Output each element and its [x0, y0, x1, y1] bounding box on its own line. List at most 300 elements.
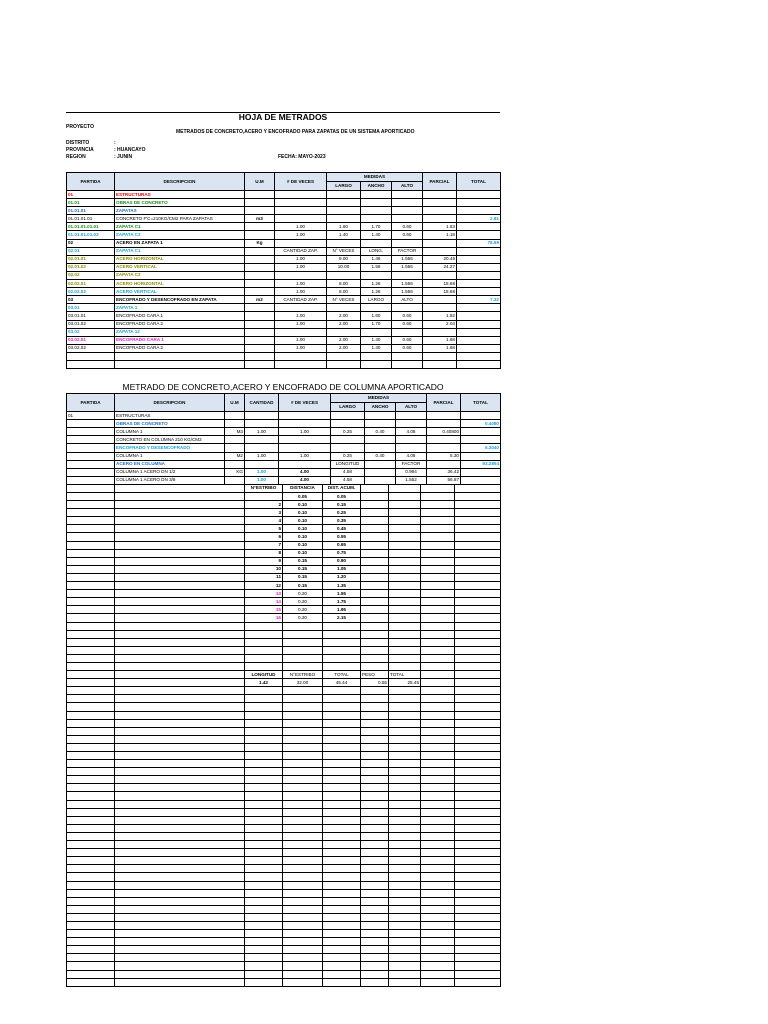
- veces-cell: 1.00: [275, 223, 327, 231]
- empty-cell: [115, 695, 245, 703]
- partida-cell: 02.02: [67, 271, 115, 279]
- empty-cell: [283, 662, 323, 670]
- veces-cell: 1.00: [275, 288, 327, 296]
- descripcion-cell: COLUMNA 1: [115, 428, 225, 436]
- empty-cell: [115, 905, 245, 913]
- empty-cell: [283, 881, 323, 889]
- empty-cell: [455, 921, 501, 929]
- alto-cell: FACTOR: [396, 460, 427, 468]
- empty-cell: [455, 719, 501, 727]
- dist-acum-cell: 2.15: [323, 614, 361, 622]
- parcial-cell: 1.18: [423, 231, 457, 239]
- empty-cell: [283, 832, 323, 840]
- empty-cell: [115, 808, 245, 816]
- empty-cell: [389, 752, 421, 760]
- empty-cell: [67, 946, 115, 954]
- um-cell: [245, 344, 275, 352]
- estribo-row: [67, 590, 501, 598]
- empty-cell: [67, 360, 115, 368]
- cantidad-cell: 1.00: [245, 468, 279, 476]
- empty-cell: [455, 873, 501, 881]
- veces-cell: [275, 215, 327, 223]
- empty-cell: [389, 606, 421, 614]
- parcial-cell: [427, 420, 461, 428]
- partida-cell: 01: [67, 412, 115, 420]
- parcial-cell: 5.30: [427, 452, 461, 460]
- empty-row: [67, 808, 501, 816]
- ancho-cell: 1.70: [361, 223, 392, 231]
- empty-cell: [421, 565, 455, 573]
- partida-cell: 02: [67, 239, 115, 247]
- estribo-row: [67, 614, 501, 622]
- empty-cell: [67, 792, 115, 800]
- estribo-row: [67, 557, 501, 565]
- empty-cell: [283, 824, 323, 832]
- empty-cell: [361, 509, 389, 517]
- empty-cell: [389, 654, 421, 662]
- table-row: [67, 336, 501, 344]
- largo-cell: 8.00: [327, 288, 361, 296]
- sheet: [66, 112, 500, 987]
- empty-cell: [389, 905, 421, 913]
- col2-largo: LARGO: [331, 403, 365, 412]
- empty-cell: [245, 768, 283, 776]
- empty-cell: [283, 946, 323, 954]
- partida-cell: 02.02.01: [67, 280, 115, 288]
- empty-cell: [323, 662, 361, 670]
- largo-cell: [331, 436, 365, 444]
- empty-cell: [421, 776, 455, 784]
- empty-cell: [323, 752, 361, 760]
- empty-cell: [115, 873, 245, 881]
- empty-cell: [323, 760, 361, 768]
- empty-cell: [361, 792, 389, 800]
- empty-cell: [455, 630, 501, 638]
- empty-cell: [455, 654, 501, 662]
- ancho-cell: 1.40: [361, 231, 392, 239]
- empty-cell: [361, 905, 389, 913]
- estribo-row: [67, 598, 501, 606]
- empty-cell: [245, 841, 283, 849]
- table-row: [67, 296, 501, 304]
- table-row: [67, 247, 501, 255]
- partida-cell: [67, 428, 115, 436]
- col-longitud: LONGITUD: [245, 671, 283, 679]
- descripcion-cell: ENCOFRADO Y DESENCOFRADO EN ZAPATA: [115, 296, 245, 304]
- empty-cell: [361, 808, 389, 816]
- empty-cell: [361, 493, 389, 501]
- table-row: [67, 191, 501, 199]
- empty-cell: [67, 630, 115, 638]
- dist-acum-cell: 0.05: [323, 493, 361, 501]
- empty-cell: [245, 703, 283, 711]
- empty-cell: [323, 743, 361, 751]
- empty-cell: [455, 727, 501, 735]
- empty-cell: [115, 614, 245, 622]
- empty-cell: [323, 776, 361, 784]
- empty-cell: [389, 784, 421, 792]
- parcial-cell: 24.27: [423, 263, 457, 271]
- empty-cell: [323, 816, 361, 824]
- empty-cell: [389, 646, 421, 654]
- empty-cell: [389, 954, 421, 962]
- um-cell: [245, 328, 275, 336]
- empty-cell: [421, 946, 455, 954]
- table-row: [67, 288, 501, 296]
- largo-cell: 4.58: [331, 476, 365, 484]
- empty-cell: [245, 360, 275, 368]
- descripcion-cell: ZAPATA C2: [115, 231, 245, 239]
- table-row: [67, 231, 501, 239]
- distancia-cell: 0.05: [283, 493, 323, 501]
- empty-cell: [245, 938, 283, 946]
- table-row: [67, 420, 501, 428]
- empty-cell: [361, 541, 389, 549]
- estribo-number-cell: 9: [245, 557, 283, 565]
- empty-cell: [115, 768, 245, 776]
- veces-cell: [275, 199, 327, 207]
- empty-cell: [115, 743, 245, 751]
- empty-cell: [115, 792, 245, 800]
- partida-cell: 03.02: [67, 328, 115, 336]
- empty-cell: [283, 792, 323, 800]
- empty-cell: [361, 622, 389, 630]
- empty-cell: [389, 857, 421, 865]
- parcial-cell: 56.87: [427, 476, 461, 484]
- veces-cell: 1.00: [279, 452, 331, 460]
- empty-cell: [115, 930, 245, 938]
- um-cell: [245, 247, 275, 255]
- empty-cell: [283, 654, 323, 662]
- table-row: [67, 207, 501, 215]
- table-row: [67, 280, 501, 288]
- alto-cell: 0.60: [392, 344, 423, 352]
- partida-cell: 03: [67, 296, 115, 304]
- empty-cell: [389, 622, 421, 630]
- empty-cell: [283, 889, 323, 897]
- parcial-cell: 20.45: [423, 255, 457, 263]
- empty-row: [67, 832, 501, 840]
- empty-cell: [67, 808, 115, 816]
- empty-cell: [389, 533, 421, 541]
- veces-cell: [279, 436, 331, 444]
- distancia-cell: 0.15: [283, 582, 323, 590]
- parcial-cell: 1.63: [423, 223, 457, 231]
- empty-row: [67, 784, 501, 792]
- empty-cell: [115, 921, 245, 929]
- empty-cell: [457, 360, 501, 368]
- empty-cell: [115, 719, 245, 727]
- table-row: [67, 436, 501, 444]
- dist-acum-cell: 1.75: [323, 598, 361, 606]
- estribo-number-cell: 15: [245, 606, 283, 614]
- empty-cell: [67, 590, 115, 598]
- empty-row: [67, 881, 501, 889]
- empty-cell: [421, 816, 455, 824]
- total-cell: [461, 476, 501, 484]
- empty-cell: [283, 954, 323, 962]
- table-row: [67, 452, 501, 460]
- empty-cell: [389, 711, 421, 719]
- empty-cell: [457, 352, 501, 360]
- empty-cell: [361, 638, 389, 646]
- empty-cell: [389, 695, 421, 703]
- partida-cell: 02.02.02: [67, 288, 115, 296]
- empty-cell: [389, 873, 421, 881]
- estribo-number-cell: 7: [245, 541, 283, 549]
- um-cell: [245, 312, 275, 320]
- empty-cell: [245, 760, 283, 768]
- parcial-cell: [423, 191, 457, 199]
- descripcion-cell: ZAPATA 12: [115, 328, 245, 336]
- col-largo: LARGO: [327, 182, 361, 191]
- empty-cell: [327, 352, 361, 360]
- empty-cell: [421, 743, 455, 751]
- empty-row: [67, 662, 501, 670]
- empty-cell: [389, 768, 421, 776]
- empty-cell: [115, 360, 245, 368]
- empty-cell: [455, 784, 501, 792]
- table-row: [67, 328, 501, 336]
- empty-cell: [421, 735, 455, 743]
- empty-cell: [421, 573, 455, 581]
- partida-cell: [67, 460, 115, 468]
- empty-row: [67, 735, 501, 743]
- empty-cell: [421, 622, 455, 630]
- total-cell: [461, 452, 501, 460]
- empty-cell: [455, 614, 501, 622]
- empty-cell: [115, 565, 245, 573]
- empty-cell: [455, 517, 501, 525]
- empty-cell: [115, 541, 245, 549]
- empty-cell: [389, 865, 421, 873]
- alto-cell: 0.60: [392, 320, 423, 328]
- empty-cell: [455, 808, 501, 816]
- empty-row: [67, 930, 501, 938]
- peso-value: 0.56: [361, 679, 389, 687]
- total-cell: [457, 288, 501, 296]
- cantidad-cell: [245, 460, 279, 468]
- empty-cell: [323, 865, 361, 873]
- col2-alto: ALTO: [396, 403, 427, 412]
- table-row: [67, 320, 501, 328]
- empty-cell: [245, 662, 283, 670]
- alto-cell: [392, 271, 423, 279]
- total-cell: 93.2854: [461, 460, 501, 468]
- empty-row: [67, 695, 501, 703]
- empty-row: [67, 841, 501, 849]
- col-descripcion: DESCRIPCION: [115, 173, 245, 191]
- distrito-value: :: [114, 140, 116, 146]
- distancia-cell: 0.10: [283, 509, 323, 517]
- empty-cell: [245, 630, 283, 638]
- empty-cell: [323, 638, 361, 646]
- empty-cell: [389, 517, 421, 525]
- estribo-row: [67, 509, 501, 517]
- empty-cell: [115, 662, 245, 670]
- empty-cell: [115, 622, 245, 630]
- col-n-estribo-total: N°ESTRIBO: [283, 671, 323, 679]
- descripcion-cell: ACERO EN ZAPATA 1: [115, 239, 245, 247]
- empty-cell: [67, 857, 115, 865]
- um-cell: [245, 304, 275, 312]
- parcial-cell: [423, 328, 457, 336]
- empty-row: [67, 905, 501, 913]
- col2-um: U.M: [225, 394, 245, 412]
- empty-cell: [421, 541, 455, 549]
- empty-cell: [323, 946, 361, 954]
- total-cell: [457, 207, 501, 215]
- empty-cell: [392, 360, 423, 368]
- partida-cell: [67, 436, 115, 444]
- parcial-cell: [423, 199, 457, 207]
- empty-cell: [361, 889, 389, 897]
- empty-cell: [361, 881, 389, 889]
- empty-cell: [115, 687, 245, 695]
- empty-cell: [67, 752, 115, 760]
- alto-cell: 1.552: [396, 476, 427, 484]
- distancia-cell: 0.10: [283, 549, 323, 557]
- empty-cell: [67, 541, 115, 549]
- um-cell: Kg: [245, 239, 275, 247]
- empty-cell: [361, 352, 392, 360]
- partida-cell: 03.01: [67, 304, 115, 312]
- empty-cell: [323, 703, 361, 711]
- empty-cell: [421, 687, 455, 695]
- largo-cell: [327, 199, 361, 207]
- empty-cell: [67, 727, 115, 735]
- empty-cell: [421, 638, 455, 646]
- empty-cell: [361, 695, 389, 703]
- empty-cell: [389, 808, 421, 816]
- ancho-cell: [361, 304, 392, 312]
- empty-cell: [67, 485, 115, 493]
- ancho-cell: LONG.: [361, 247, 392, 255]
- col-partida: PARTIDA: [67, 173, 115, 191]
- ancho-cell: 1.40: [361, 336, 392, 344]
- um-cell: [245, 263, 275, 271]
- empty-cell: [421, 752, 455, 760]
- empty-cell: [361, 962, 389, 970]
- empty-row: [67, 938, 501, 946]
- empty-cell: [245, 865, 283, 873]
- col2-total: TOTAL: [461, 394, 501, 412]
- empty-cell: [361, 824, 389, 832]
- empty-cell: [421, 808, 455, 816]
- descripcion-cell: ACERO VERTICAL: [115, 263, 245, 271]
- empty-cell: [283, 743, 323, 751]
- veces-cell: 4.00: [279, 468, 331, 476]
- empty-cell: [115, 824, 245, 832]
- empty-cell: [67, 816, 115, 824]
- empty-cell: [421, 832, 455, 840]
- empty-cell: [245, 784, 283, 792]
- largo-cell: 9.00: [327, 255, 361, 263]
- table-row: [67, 223, 501, 231]
- empty-cell: [67, 352, 115, 360]
- estribo-number-cell: 4: [245, 517, 283, 525]
- empty-cell: [283, 784, 323, 792]
- estribo-row: [67, 582, 501, 590]
- partida-cell: 02.01: [67, 247, 115, 255]
- empty-cell: [361, 841, 389, 849]
- empty-cell: [67, 921, 115, 929]
- empty-cell: [245, 800, 283, 808]
- empty-row: [67, 687, 501, 695]
- descripcion-cell: ACERO EN COLUMNA: [115, 460, 225, 468]
- empty-cell: [455, 760, 501, 768]
- alto-cell: [396, 444, 427, 452]
- ancho-cell: 1.70: [361, 320, 392, 328]
- table-row: [67, 263, 501, 271]
- parcial-cell: [423, 304, 457, 312]
- proyecto-label: PROYECTO: [66, 124, 94, 130]
- empty-cell: [283, 865, 323, 873]
- empty-cell: [67, 549, 115, 557]
- empty-cell: [67, 533, 115, 541]
- total-cell: [457, 223, 501, 231]
- empty-cell: [421, 509, 455, 517]
- largo-cell: 2.00: [327, 320, 361, 328]
- empty-cell: [361, 946, 389, 954]
- empty-cell: [115, 606, 245, 614]
- empty-cell: [115, 913, 245, 921]
- empty-cell: [389, 509, 421, 517]
- empty-cell: [421, 671, 455, 679]
- empty-cell: [245, 654, 283, 662]
- parcial-cell: [427, 436, 461, 444]
- empty-cell: [245, 954, 283, 962]
- distancia-cell: 0.15: [283, 573, 323, 581]
- empty-cell: [455, 865, 501, 873]
- alto-cell: [396, 420, 427, 428]
- partida-cell: 01.01.01.01.01: [67, 223, 115, 231]
- empty-cell: [421, 501, 455, 509]
- empty-row: [67, 727, 501, 735]
- empty-cell: [361, 517, 389, 525]
- empty-cell: [361, 654, 389, 662]
- distrito-label: DISTRITO: [66, 140, 90, 146]
- empty-cell: [389, 614, 421, 622]
- empty-cell: [389, 630, 421, 638]
- empty-cell: [389, 662, 421, 670]
- dist-acum-cell: 1.20: [323, 573, 361, 581]
- empty-cell: [361, 573, 389, 581]
- ancho-cell: 1.56: [361, 263, 392, 271]
- empty-cell: [421, 493, 455, 501]
- empty-cell: [361, 978, 389, 986]
- estribo-number-cell: 2: [245, 501, 283, 509]
- ancho-cell: 1.46: [361, 255, 392, 263]
- estribo-number-cell: 16: [245, 614, 283, 622]
- empty-cell: [455, 549, 501, 557]
- table-row: [67, 215, 501, 223]
- col-alto: ALTO: [392, 182, 423, 191]
- descripcion-cell: ZAPATA 1: [115, 304, 245, 312]
- empty-cell: [67, 606, 115, 614]
- empty-cell: [67, 841, 115, 849]
- empty-cell: [421, 695, 455, 703]
- parcial-cell: 1.92: [423, 312, 457, 320]
- cantidad-cell: [245, 412, 279, 420]
- table-row: [67, 412, 501, 420]
- empty-cell: [67, 800, 115, 808]
- empty-cell: [389, 881, 421, 889]
- ancho-cell: [361, 271, 392, 279]
- empty-cell: [283, 808, 323, 816]
- alto-cell: ALTO: [392, 296, 423, 304]
- empty-cell: [115, 784, 245, 792]
